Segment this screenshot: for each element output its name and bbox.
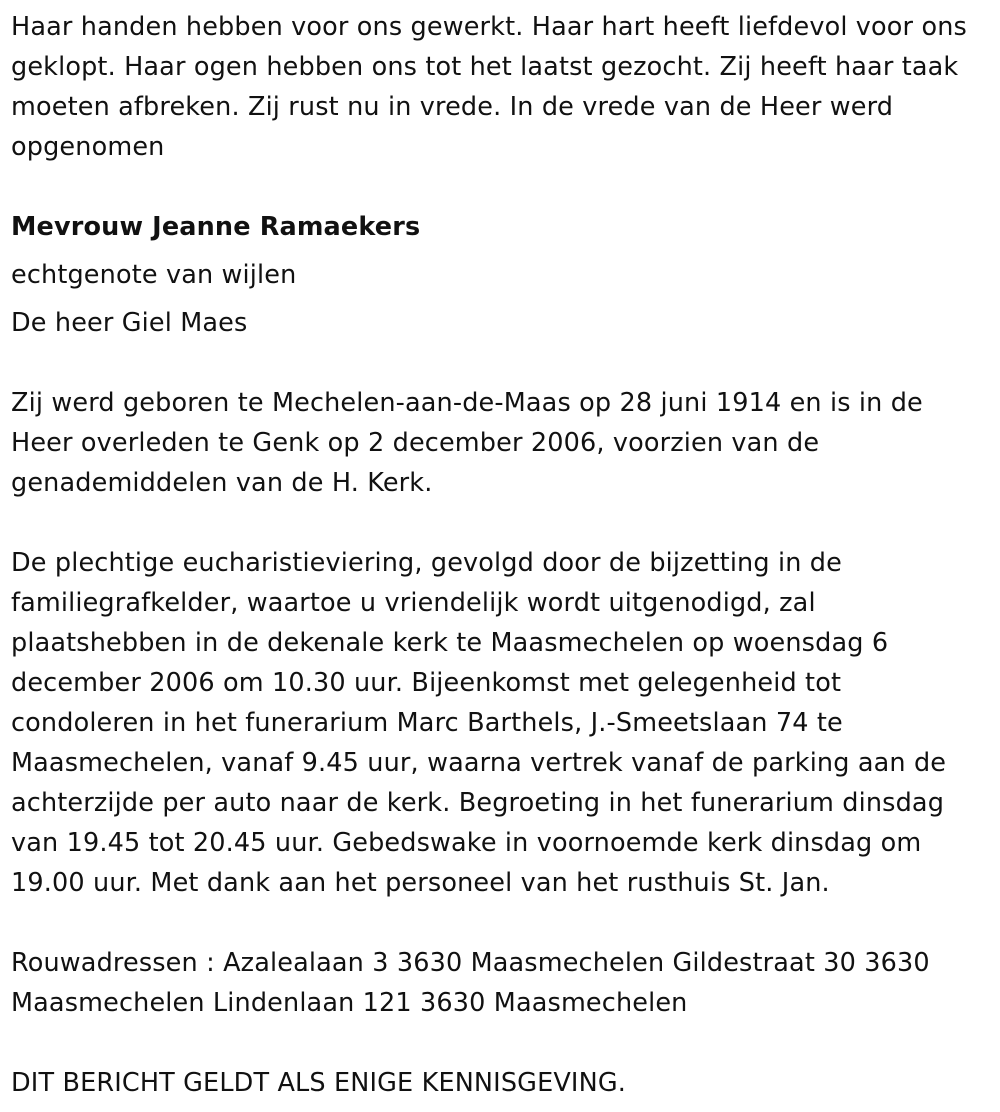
deceased-name: Mevrouw Jeanne Ramaekers	[11, 212, 421, 242]
relation-text: echtgenote van wijlen	[11, 260, 297, 290]
spouse-name: De heer Giel Maes	[11, 308, 248, 338]
ceremony-paragraph: De plechtige eucharistieviering, gevolgd door de bijzetting in de familiegrafkelder, waartoe u vriendelijk wordt uitgenodigd, zal plaatshebben in de dekenale kerk te Maasmechelen op woensdag 6 december 2006 om 10.30 uur. Bijeenkomst met gelegenheid tot condoleren in het funerarium Marc Barthels, J.-Smeetslaan 74 te Maasmechelen, vanaf 9.45 uur, waarna vertrek vanaf de parking aan de achterzijde per auto naar de kerk. Begroeting in het funerarium dinsdag van 19.45 tot 20.45 uur. Gebedswake in voornoemde kerk dinsdag om 19.00 uur. Met dank aan het personeel van het rusthuis St. Jan.	[11, 548, 947, 898]
intro-paragraph: Haar handen hebben voor ons gewerkt. Haar hart heeft liefdevol voor ons geklopt. Haar ogen hebben ons tot het laatst gezocht. Zij heeft haar taak moeten afbreken. Zij rust nu in vrede. In de vrede van de Heer werd opgenomen	[11, 12, 967, 162]
addresses-paragraph: Rouwadressen : Azalealaan 3 3630 Maasmechelen Gildestraat 30 3630 Maasmechelen Lindenlaan 121 3630 Maasmechelen	[11, 948, 930, 1018]
notice-text: DIT BERICHT GELDT ALS ENIGE KENNISGEVING.	[11, 1068, 626, 1098]
birth-death-paragraph: Zij werd geboren te Mechelen-aan-de-Maas op 28 juni 1914 en is in de Heer overleden te Genk op 2 december 2006, voorzien van de genademiddelen van de H. Kerk.	[11, 388, 923, 498]
